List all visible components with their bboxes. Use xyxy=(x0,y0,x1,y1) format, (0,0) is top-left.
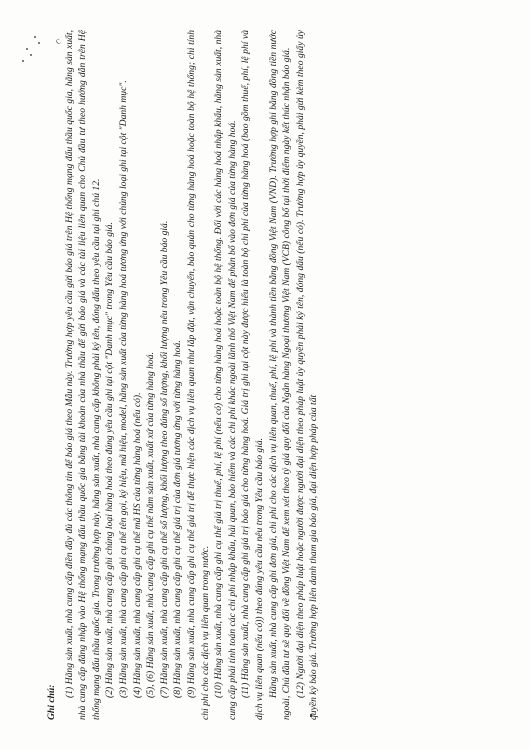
note-10: (10) Hãng sản xuất, nhà cung cấp ghi cụ thể giá trị thuế, phí, lệ phí (nếu có) cho từng hàng hoá hoặc toàn bộ hệ thống. Đối với các hàng hoá nhập khẩu, hãng sản xuất, nhà cung cấp phải tính toán các chi phí nhập khẩu, hải quan, bảo hiểm và các chi phí khác ngoài lãnh thổ Việt Nam để phân bổ vào đơn giá của từng hàng hoá. xyxy=(213,30,238,720)
note-2: (2) Hãng sản xuất, nhà cung cấp ghi chủng loại hàng hoá theo đúng yêu cầu ghi tại cột "Danh mục" trong Yêu cầu báo giá. xyxy=(104,222,116,698)
note-1: (1) Hãng sản xuất, nhà cung cấp điền đầy đủ các thông tin để báo giá theo Mẫu này. Trường hợp yêu cầu gửi báo giá trên Hệ thống mạng đấu thầu quốc gia, hãng sản xuất, nhà cung cấp đăng nhập vào Hệ thống mạng đấu thầu quốc gia bằng tài khoản của nhà thầu để gửi báo giá và các tài liệu liên quan cho Chủ đầu tư theo hướng dẫn trên Hệ thống mạng đấu thầu quốc gia. Trong trường hợp này, hãng sản xuất, nhà cung cấp không phải ký tên, đóng dấu theo yêu cầu tại ghi chú 12. xyxy=(63,30,102,720)
notes-heading: Ghi chú: xyxy=(46,684,57,720)
note-12: (12) Người đại diện theo pháp luật hoặc người được người đại diện theo pháp luật ủy quyền phải ký tên, đóng dấu (nếu có). Trường hợp ủy quyền, phải gửi kèm theo giấy ủy quyền ký báo giá. Trường hợp liên danh tham gia báo giá, đại diện hợp pháp của tất xyxy=(294,30,320,720)
note-11: (11) Hãng sản xuất, nhà cung cấp ghi giá trị báo giá cho từng hàng hoá. Giá trị ghi tại cột này được hiểu là toàn bộ chi phí của từng hàng hoá (bao gồm thuế, phí, lệ phí và dịch vụ liên quan (nếu có)) theo đúng yêu cầu nêu trong Yêu cầu báo giá. xyxy=(240,30,265,720)
note-7: (7) Hãng sản xuất, nhà cung cấp ghi cụ thể số lượng, khối lượng theo đúng số lượng, khối lượng nêu trong Yêu cầu báo giá. xyxy=(158,220,170,698)
note-currency: Hãng sản xuất, nhà cung cấp ghi đơn giá, chi phí cho các dịch vụ liên quan, thuế, phí, lệ phí và thành tiền bằng đồng Việt Nam (VND). Trường hợp ghi bằng đồng tiền nước ngoài, Chủ đầu tư sẽ quy đổi về đồng Việt Nam để xem xét theo tỷ giá quy đổi của Ngân hàng Ngoại thương Việt Nam (VCB) công bố tại thời điểm ngày kết thúc nhận báo giá. xyxy=(267,30,293,720)
margin-mark: c xyxy=(53,35,63,48)
rotated-notes-page xyxy=(45,30,485,720)
note-3: (3) Hãng sản xuất, nhà cung cấp ghi cụ thể tên gọi, ký hiệu, mã hiệu, model, hãng sản xuất của từng hàng hoá tương ứng với chủng loại ghi tại cột "Danh mục". xyxy=(117,80,129,698)
note-5-6: (5), (6) Hãng sản xuất, nhà cung cấp ghi cụ thể năm sản xuất, xuất xứ của từng hàng hoá. xyxy=(145,352,157,698)
note-9: (9) Hãng sản xuất, nhà cung cấp ghi cụ thể giá trị để thực hiện các dịch vụ liên quan như lắp đặt, vận chuyển, bảo quản cho từng hàng hoá hoặc toàn bộ hệ thống; chi tính chi phí cho các dịch vụ liên quan trong nước. xyxy=(185,30,211,720)
note-4: (4) Hãng sản xuất, nhà cung cấp ghi cụ thể mã HS của từng hàng hoá (nếu có). xyxy=(131,392,143,698)
note-8: (8) Hãng sản xuất, nhà cung cấp ghi cụ thể giá trị của đơn giá tương ứng với từng hàng hoá. xyxy=(172,340,184,698)
